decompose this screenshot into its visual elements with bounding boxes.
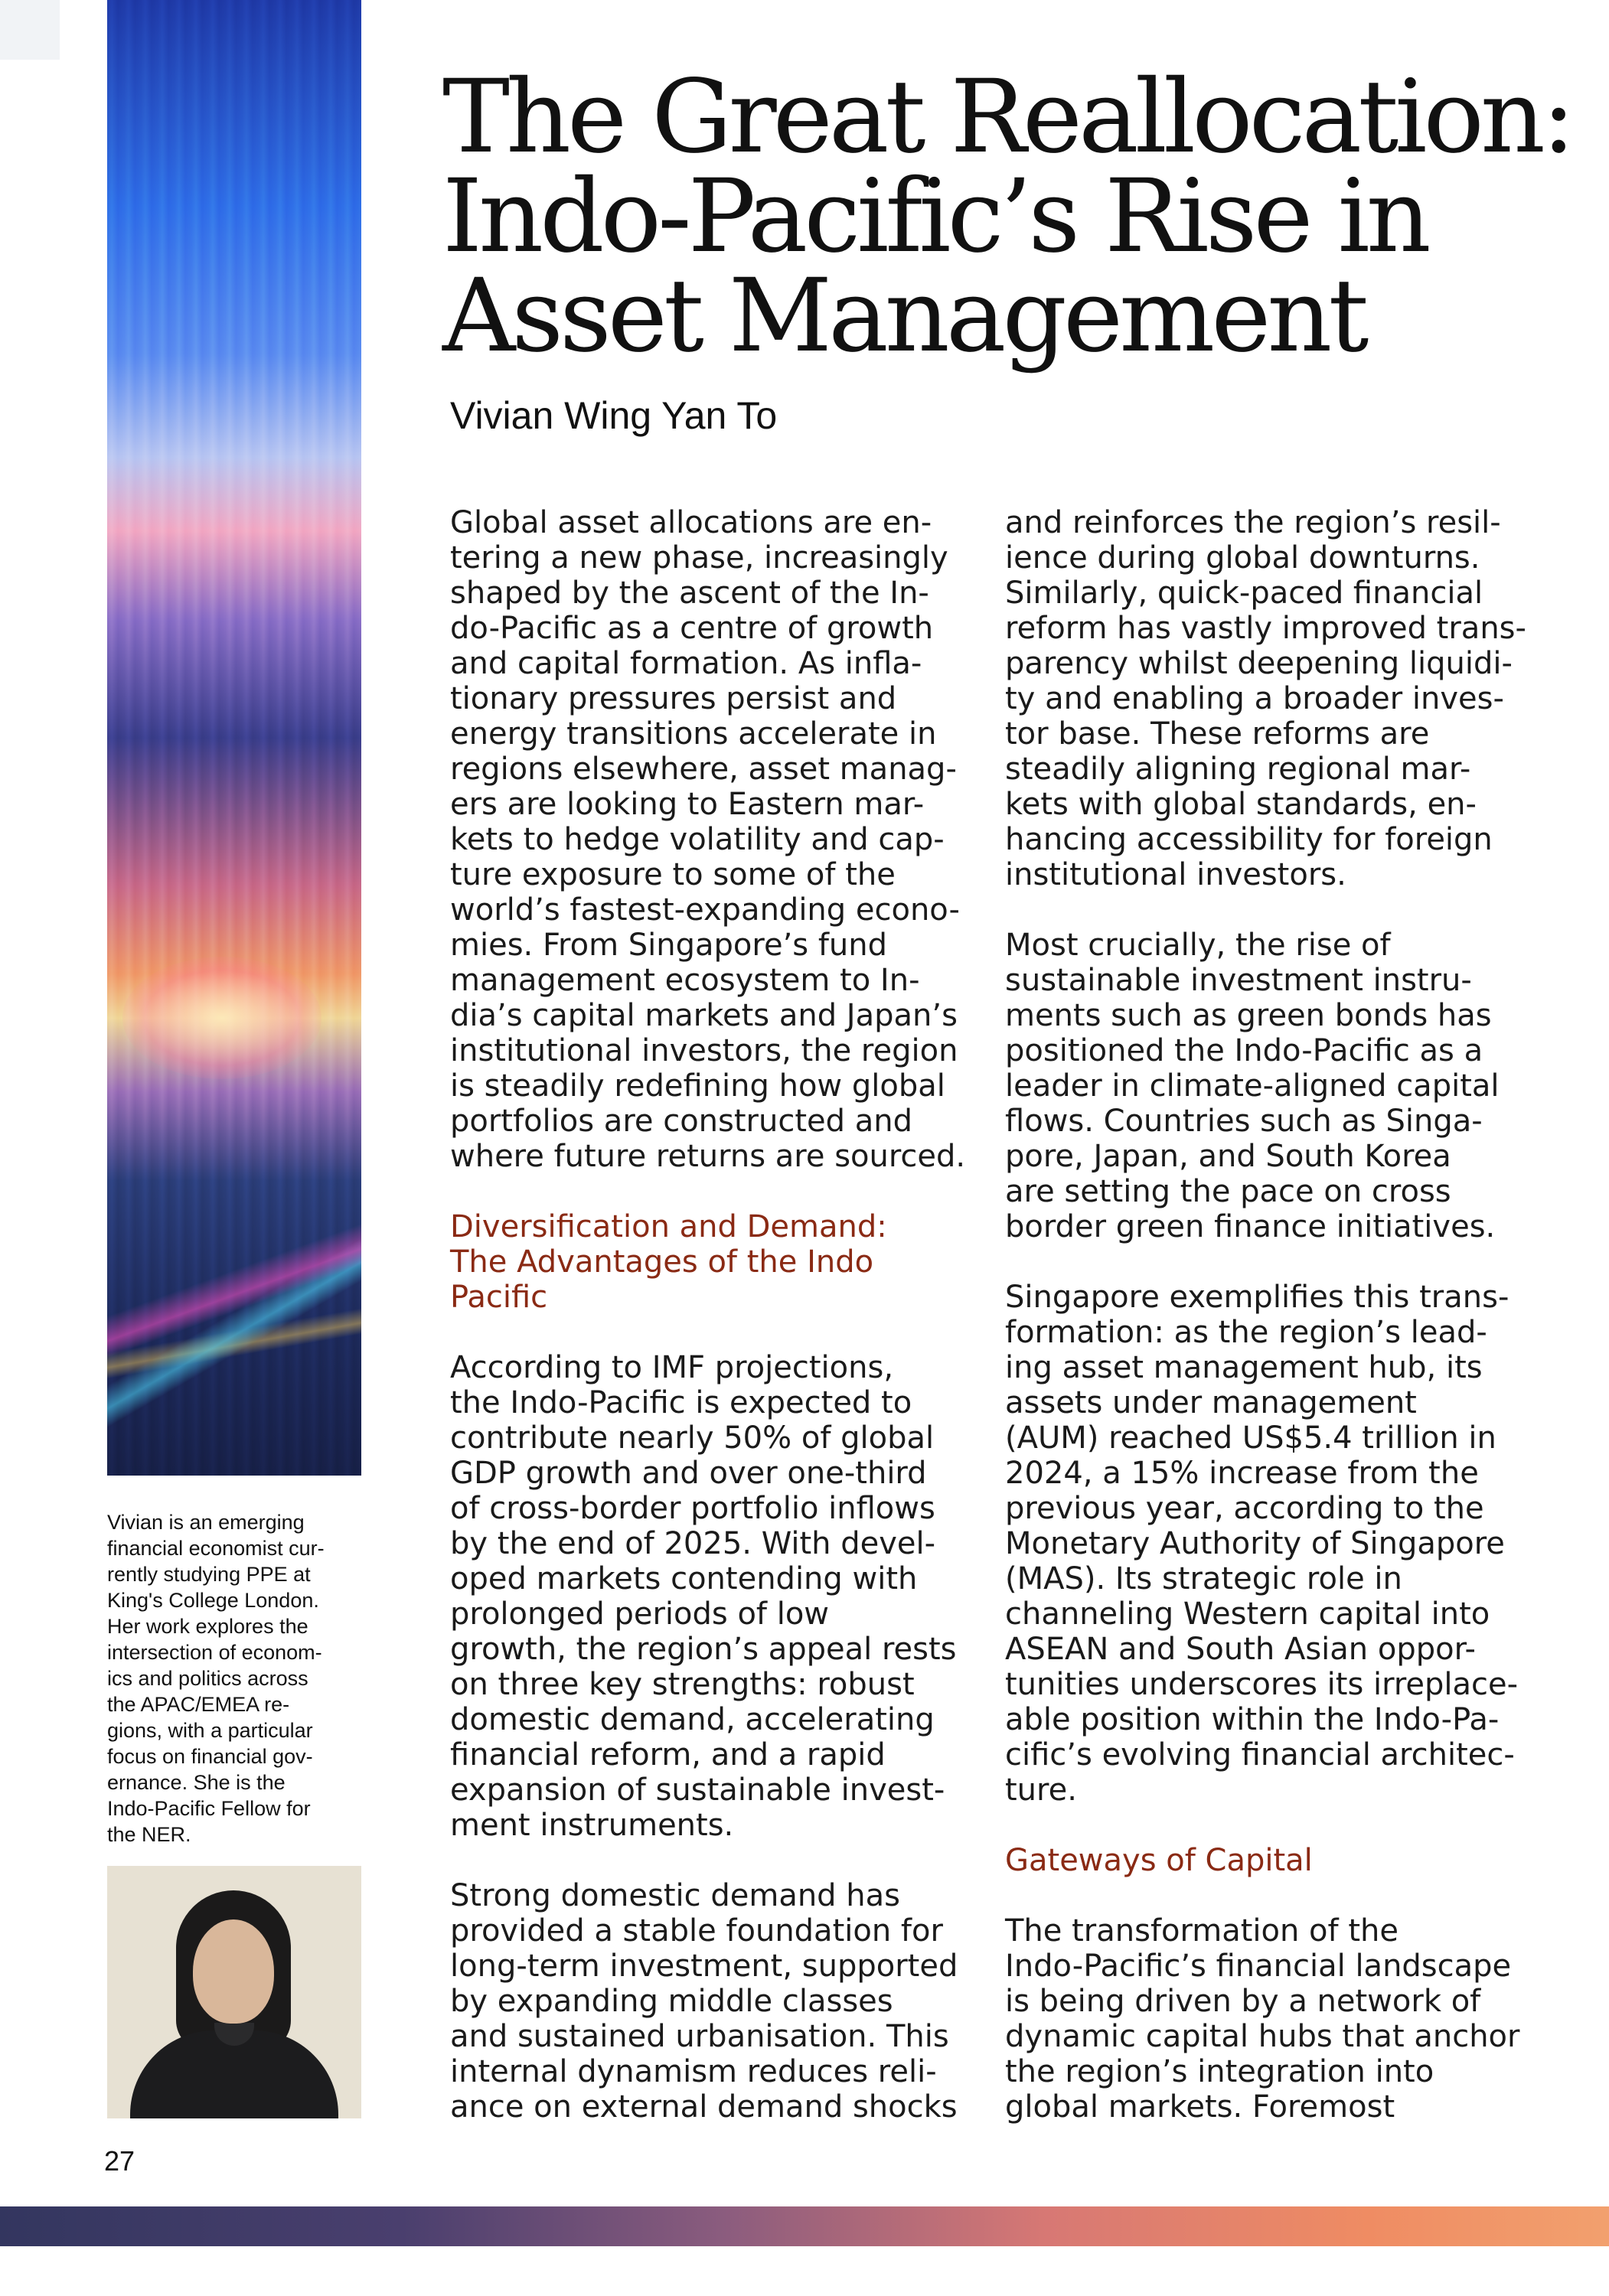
text-line: Similarly, quick-paced financial bbox=[1005, 576, 1483, 611]
text-line: Her work explores the bbox=[107, 1615, 308, 1638]
text-line: ty and enabling a broader inves- bbox=[1005, 681, 1504, 716]
text-line: pore, Japan, and South Korea bbox=[1005, 1139, 1451, 1174]
paragraph bbox=[1005, 1280, 1541, 1808]
text-line: Indo-Pacific Fellow for bbox=[107, 1797, 311, 1820]
text-line: the Indo-Pacific is expected to bbox=[450, 1385, 912, 1420]
section-heading bbox=[1005, 1843, 1541, 1878]
text-line: King's College London. bbox=[107, 1589, 319, 1612]
text-line: do-Pacific as a centre of growth bbox=[450, 611, 934, 646]
text-line: ture exposure to some of the bbox=[450, 857, 896, 892]
text-line: mies. From Singapore’s fund bbox=[450, 928, 888, 963]
text-line: and capital formation. As infla- bbox=[450, 646, 922, 681]
text-line: the region’s integration into bbox=[1005, 2054, 1434, 2089]
text-line: regions elsewhere, asset manag- bbox=[450, 752, 957, 787]
text-line: (AUM) reached US$5.4 trillion in bbox=[1005, 1420, 1496, 1456]
paragraph bbox=[1005, 1913, 1541, 2125]
text-line: Monetary Authority of Singapore bbox=[1005, 1526, 1505, 1561]
author-bio bbox=[107, 1509, 367, 1848]
text-line: financial reform, and a rapid bbox=[450, 1737, 886, 1773]
text-line: Indo-Pacific’s financial landscape bbox=[1005, 1949, 1512, 1984]
text-line: by expanding middle classes bbox=[450, 1984, 893, 2019]
decorative-city-image bbox=[107, 0, 361, 1476]
text-line: dynamic capital hubs that anchor bbox=[1005, 2019, 1520, 2054]
page-number: 27 bbox=[104, 2145, 135, 2177]
paragraph bbox=[450, 505, 986, 1174]
text-line: institutional investors. bbox=[1005, 857, 1346, 892]
text-line: tunities underscores its irreplace- bbox=[1005, 1667, 1519, 1702]
text-line: ment instruments. bbox=[450, 1808, 734, 1843]
text-line: the APAC/EMEA re- bbox=[107, 1693, 290, 1716]
paragraph bbox=[450, 1350, 986, 1843]
text-line: ASEAN and South Asian oppor- bbox=[1005, 1632, 1476, 1667]
text-line: domestic demand, accelerating bbox=[450, 1702, 935, 1737]
text-line: channeling Western capital into bbox=[1005, 1596, 1490, 1632]
text-line: Most crucially, the rise of bbox=[1005, 928, 1391, 963]
text-line: Singapore exemplifies this trans- bbox=[1005, 1280, 1509, 1315]
text-line: prolonged periods of low bbox=[450, 1596, 830, 1632]
text-line: GDP growth and over one-third bbox=[450, 1456, 927, 1491]
text-line: ing asset management hub, its bbox=[1005, 1350, 1483, 1385]
text-line: (MAS). Its strategic role in bbox=[1005, 1561, 1402, 1596]
text-line: flows. Countries such as Singa- bbox=[1005, 1104, 1483, 1139]
paragraph bbox=[450, 1878, 986, 2125]
text-line: Vivian is an emerging bbox=[107, 1511, 305, 1534]
text-line: cific’s evolving financial architec- bbox=[1005, 1737, 1515, 1773]
text-line: and reinforces the region’s resil- bbox=[1005, 505, 1501, 540]
text-line: ture. bbox=[1005, 1773, 1077, 1808]
text-line: provided a stable foundation for bbox=[450, 1913, 943, 1949]
article-column-left bbox=[450, 505, 986, 2125]
text-line: shaped by the ascent of the In- bbox=[450, 576, 929, 611]
text-line: are setting the pace on cross bbox=[1005, 1174, 1451, 1209]
text-line: border green finance initiatives. bbox=[1005, 1209, 1496, 1244]
text-line: dia’s capital markets and Japan’s bbox=[450, 998, 958, 1033]
text-line: leader in climate-aligned capital bbox=[1005, 1068, 1500, 1104]
text-line: oped markets contending with bbox=[450, 1561, 918, 1596]
text-line: tionary pressures persist and bbox=[450, 681, 897, 716]
text-line: Global asset allocations are en- bbox=[450, 505, 932, 540]
text-line: is steadily redefining how global bbox=[450, 1068, 945, 1104]
text-line: ers are looking to Eastern mar- bbox=[450, 787, 925, 822]
text-line: Diversification and Demand: bbox=[450, 1209, 887, 1244]
text-line: institutional investors, the region bbox=[450, 1033, 958, 1068]
corner-tab bbox=[0, 0, 60, 60]
text-line: long-term investment, supported bbox=[450, 1949, 958, 1984]
text-line: previous year, according to the bbox=[1005, 1491, 1484, 1526]
text-line: sustainable investment instru- bbox=[1005, 963, 1472, 998]
text-line: world’s fastest-expanding econo- bbox=[450, 892, 960, 928]
text-line: positioned the Indo-Pacific as a bbox=[1005, 1033, 1483, 1068]
text-line: ance on external demand shocks bbox=[450, 2089, 958, 2125]
text-line: The transformation of the bbox=[1005, 1913, 1398, 1949]
text-line: and sustained urbanisation. This bbox=[450, 2019, 949, 2054]
text-line: focus on financial gov- bbox=[107, 1745, 313, 1768]
text-line: formation: as the region’s lead- bbox=[1005, 1315, 1487, 1350]
section-heading bbox=[450, 1209, 986, 1315]
text-line: the NER. bbox=[107, 1823, 191, 1846]
text-line: is being driven by a network of bbox=[1005, 1984, 1481, 2019]
text-line: hancing accessibility for foreign bbox=[1005, 822, 1493, 857]
text-line: growth, the region’s appeal rests bbox=[450, 1632, 957, 1667]
paragraph bbox=[1005, 928, 1541, 1244]
text-line: Indo-Pacific’s Rise in bbox=[442, 158, 1428, 276]
text-line: Pacific bbox=[450, 1280, 548, 1315]
text-line: energy transitions accelerate in bbox=[450, 716, 937, 752]
text-line: tor base. These reforms are bbox=[1005, 716, 1430, 752]
text-line: Strong domestic demand has bbox=[450, 1878, 900, 1913]
text-line: management ecosystem to In- bbox=[450, 963, 920, 998]
text-line: expansion of sustainable invest- bbox=[450, 1773, 945, 1808]
text-line: ience during global downturns. bbox=[1005, 540, 1480, 576]
text-line: The Advantages of the Indo bbox=[450, 1244, 874, 1280]
text-line: 2024, a 15% increase from the bbox=[1005, 1456, 1479, 1491]
text-line: of cross-border portfolio inflows bbox=[450, 1491, 935, 1526]
text-line: assets under management bbox=[1005, 1385, 1417, 1420]
paragraph bbox=[1005, 505, 1541, 892]
text-line: where future returns are sourced. bbox=[450, 1139, 966, 1174]
text-line: intersection of econom- bbox=[107, 1641, 322, 1664]
text-line: reform has vastly improved trans- bbox=[1005, 611, 1526, 646]
text-line: The Great Reallocation: bbox=[442, 58, 1572, 176]
text-line: global markets. Foremost bbox=[1005, 2089, 1395, 2125]
text-line: steadily aligning regional mar- bbox=[1005, 752, 1471, 787]
text-line: kets to hedge volatility and cap- bbox=[450, 822, 945, 857]
text-line: ernance. She is the bbox=[107, 1771, 286, 1794]
footer-gradient-bar bbox=[0, 2206, 1609, 2246]
text-line: kets with global standards, en- bbox=[1005, 787, 1477, 822]
text-line: According to IMF projections, bbox=[450, 1350, 894, 1385]
article-author: Vivian Wing Yan To bbox=[450, 394, 778, 437]
text-line: on three key strengths: robust bbox=[450, 1667, 915, 1702]
text-line: rently studying PPE at bbox=[107, 1563, 311, 1586]
text-line: parency whilst deepening liquidi- bbox=[1005, 646, 1513, 681]
article-column-right bbox=[1005, 505, 1541, 2125]
text-line: portfolios are constructed and bbox=[450, 1104, 912, 1139]
text-line: internal dynamism reduces reli- bbox=[450, 2054, 937, 2089]
text-line: Asset Management bbox=[442, 257, 1366, 375]
text-line: by the end of 2025. With devel- bbox=[450, 1526, 936, 1561]
text-line: financial economist cur- bbox=[107, 1537, 325, 1560]
text-line: gions, with a particular bbox=[107, 1719, 313, 1742]
author-portrait bbox=[107, 1866, 361, 2118]
text-line: Gateways of Capital bbox=[1005, 1843, 1313, 1878]
article-title bbox=[442, 58, 1591, 375]
text-line: tering a new phase, increasingly bbox=[450, 540, 948, 576]
text-line: able position within the Indo-Pa- bbox=[1005, 1702, 1500, 1737]
text-line: ments such as green bonds has bbox=[1005, 998, 1492, 1033]
text-line: ics and politics across bbox=[107, 1667, 308, 1690]
text-line: contribute nearly 50% of global bbox=[450, 1420, 935, 1456]
